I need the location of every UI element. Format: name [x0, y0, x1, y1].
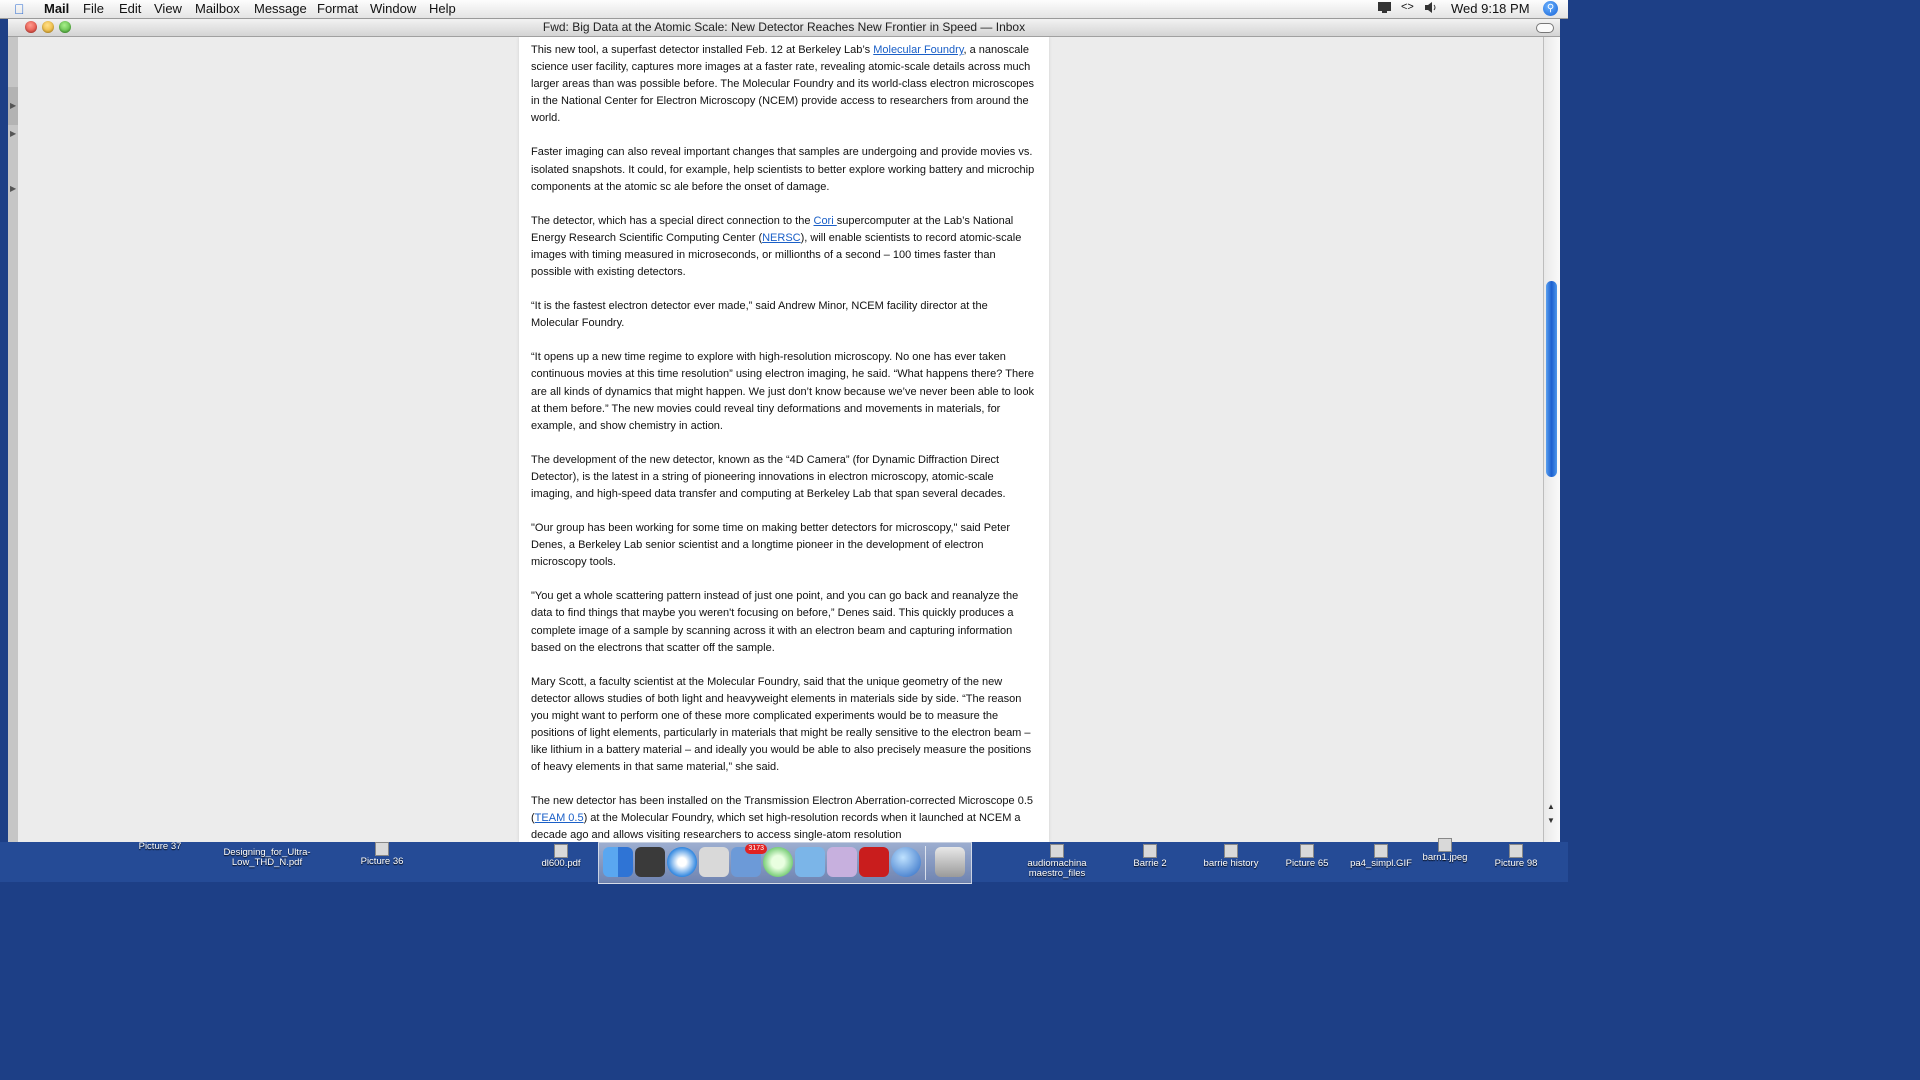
link-team-05[interactable]: TEAM 0.5 [534, 812, 584, 825]
body-paragraph: The development of the new detector, known as the “4D Camera” (for Dynamic Diffraction Direct Detector), is the latest in a string of pioneering innovations in electron microscopy, atomic-scale imaging, and high-speed data transfer and computing at Berkeley Lab that span several decades. [531, 453, 1006, 500]
menubar [0, 0, 1568, 19]
body-paragraph: The new detector has been installed on the Transmission Electron Aberration-corrected Microscope 0.5 (TEAM 0.5) at the Molecular Foundry, which set high-resolution records when it launched at NCEM a decade ago and allows visiting researchers to access single-atom resolution [531, 795, 1033, 842]
image-file-icon [1438, 838, 1452, 852]
body-paragraph: “It is the fastest electron detector ever made,” said Andrew Minor, NCEM facility director at the Molecular Foundry. [531, 300, 988, 330]
imovie-icon[interactable] [827, 847, 857, 877]
minimize-window-button[interactable] [42, 21, 54, 33]
disclosure-triangle-icon[interactable]: ▶ [10, 129, 17, 138]
desktop-file[interactable] [516, 844, 606, 869]
file-label: Picture 98 [1494, 858, 1538, 869]
document-icon [1143, 844, 1157, 858]
apple-menu-icon[interactable] [14, 1, 25, 17]
preview-icon[interactable] [699, 847, 729, 877]
message-viewer[interactable] [18, 37, 1544, 842]
menu-window[interactable]: Window [370, 1, 417, 16]
file-label: Picture 37 [138, 841, 182, 852]
desktop-file[interactable] [1105, 844, 1195, 869]
dock-separator [925, 846, 926, 880]
file-label: barrie history [1203, 858, 1259, 869]
message-body [519, 37, 1049, 842]
ilife-icon[interactable] [795, 847, 825, 877]
display-menu-icon[interactable] [1377, 1, 1392, 17]
file-label: dl600.pdf [541, 858, 581, 869]
volume-icon[interactable] [1424, 1, 1438, 17]
dashboard-icon[interactable] [635, 847, 665, 877]
file-label: Barrie 2 [1133, 858, 1167, 869]
link-cori[interactable]: Cori [813, 214, 837, 227]
acrobat-icon[interactable] [859, 847, 889, 877]
disclosure-triangle-icon[interactable]: ▶ [10, 184, 17, 193]
window-titlebar[interactable] [8, 18, 1560, 37]
file-label: pa4_simpl.GIF [1350, 858, 1412, 869]
document-icon [1224, 844, 1238, 858]
zoom-window-button[interactable] [59, 21, 71, 33]
close-window-button[interactable] [25, 21, 37, 33]
menu-file[interactable]: File [83, 1, 104, 16]
vertical-scrollbar[interactable] [1543, 37, 1560, 842]
network-globe-icon[interactable] [891, 847, 921, 877]
scrollbar-thumb[interactable] [1546, 281, 1557, 477]
window-title: Fwd: Big Data at the Atomic Scale: New Detector Reaches New Frontier in Speed — Inbox [542, 20, 1026, 34]
document-icon [1300, 844, 1314, 858]
menu-app[interactable]: Mail [44, 1, 70, 16]
message-window [8, 18, 1560, 842]
link-nersc[interactable]: NERSC [762, 231, 801, 244]
desktop-file[interactable] [222, 848, 312, 868]
body-paragraph: Faster imaging can also reveal important changes that samples are undergoing and provide movies vs. isolated snapshots. It could, for example, help scientists to better explore working battery and microchip components at the atomic sc ale before the onset of damage. [531, 146, 1035, 193]
scroll-up-arrow-icon[interactable]: ▲ [1547, 802, 1555, 811]
desktop-file[interactable] [337, 842, 427, 867]
pdf-document-icon [554, 844, 568, 858]
body-paragraph: This new tool, a superfast detector installed Feb. 12 at Berkeley Lab’s Molecular Foundry, a nanoscale science user facility, captures more images at a faster rate, revealing atomic-scale details across much larger areas than was possible before. The Molecular Foundry and its world-class electron microscopes in the National Center for Electron Microscopy (NCEM) provide access to researchers from around the world. [531, 44, 1034, 125]
folder-icon [1050, 844, 1064, 858]
body-paragraph: “It opens up a new time regime to explore with high-resolution microscopy. No one has ever taken continuous movies at this time resolution” using electron imaging, he said. “What happens there? There are all kinds of dynamics that might happen. We just don’t know because we’ve never been able to look at them before.” The new movies could reveal tiny deformations and movements in materials, for example, and show chemistry in action. [531, 351, 1035, 432]
link-molecular-foundry[interactable]: Molecular Foundry [873, 44, 964, 56]
trash-icon[interactable] [935, 847, 965, 877]
document-icon [375, 842, 389, 856]
code-brackets-icon[interactable]: <> [1401, 1, 1414, 13]
finder-icon[interactable] [603, 847, 633, 877]
dock [598, 842, 972, 884]
unread-count-badge: 3173 [745, 844, 767, 854]
file-label: barn1.jpeg [1422, 852, 1468, 863]
menu-help[interactable]: Help [429, 1, 456, 16]
body-paragraph: "Our group has been working for some time on making better detectors for microscopy," said Peter Denes, a Berkeley Lab senior scientist and a longtime pioneer in the development of electron microscopy tools. [531, 522, 1010, 569]
menu-message[interactable]: Message [254, 1, 307, 16]
file-label: audiomachina maestro_files [1027, 858, 1087, 879]
desktop-file[interactable] [1471, 844, 1561, 869]
file-label: Designing_for_Ultra- Low_THD_N.pdf [223, 847, 311, 868]
desktop-file[interactable] [1012, 844, 1102, 879]
file-label: Picture 65 [1285, 858, 1329, 869]
document-icon [1509, 844, 1523, 858]
body-paragraph: "You get a whole scattering pattern instead of just one point, and you can go back and reanalyze the data to find things that maybe you weren't focusing on before,” Denes said. This quickly produces a complete image of a sample by scanning across it with an electron beam and capturing information based on the electrons that scatter off the sample. [531, 590, 1019, 654]
toolbar-toggle-button[interactable] [1536, 23, 1554, 33]
menu-view[interactable]: View [154, 1, 182, 16]
desktop-file[interactable] [115, 842, 205, 852]
itunes-icon[interactable] [763, 847, 793, 877]
file-label: Picture 36 [360, 856, 404, 867]
body-paragraph: Mary Scott, a faculty scientist at the Molecular Foundry, said that the unique geometry of the new detector allows studies of both light and heavyweight elements in materials side by side. “The reason you might want to perform one of these more complicated experiments would be to measure the positions of light elements, particularly in materials that might be really sensitive to the electron beam – like lithium in a battery material – and ideally you would be able to also precisely measure the positions of heavy elements in that same material,” she said. [531, 675, 1032, 774]
menu-mailbox[interactable]: Mailbox [195, 1, 240, 16]
mail-icon[interactable] [731, 845, 764, 877]
body-paragraph: The detector, which has a special direct connection to the Cori supercomputer at the Lab’s National Energy Research Scientific Computing Center (NERSC), will enable scientists to record atomic-scale images with timing measured in microseconds, or millionths of a second – 100 times faster than possible with existing detectors. [531, 214, 1022, 279]
spotlight-icon[interactable]: ⚲ [1543, 1, 1558, 16]
menu-edit[interactable]: Edit [119, 1, 142, 16]
image-file-icon [1374, 844, 1388, 858]
scroll-down-arrow-icon[interactable]: ▼ [1547, 816, 1555, 825]
menu-format[interactable]: Format [317, 1, 359, 16]
disclosure-triangle-icon[interactable]: ▶ [10, 101, 17, 110]
menubar-clock[interactable]: Wed 9:18 PM [1451, 1, 1530, 16]
safari-icon[interactable] [667, 847, 697, 877]
